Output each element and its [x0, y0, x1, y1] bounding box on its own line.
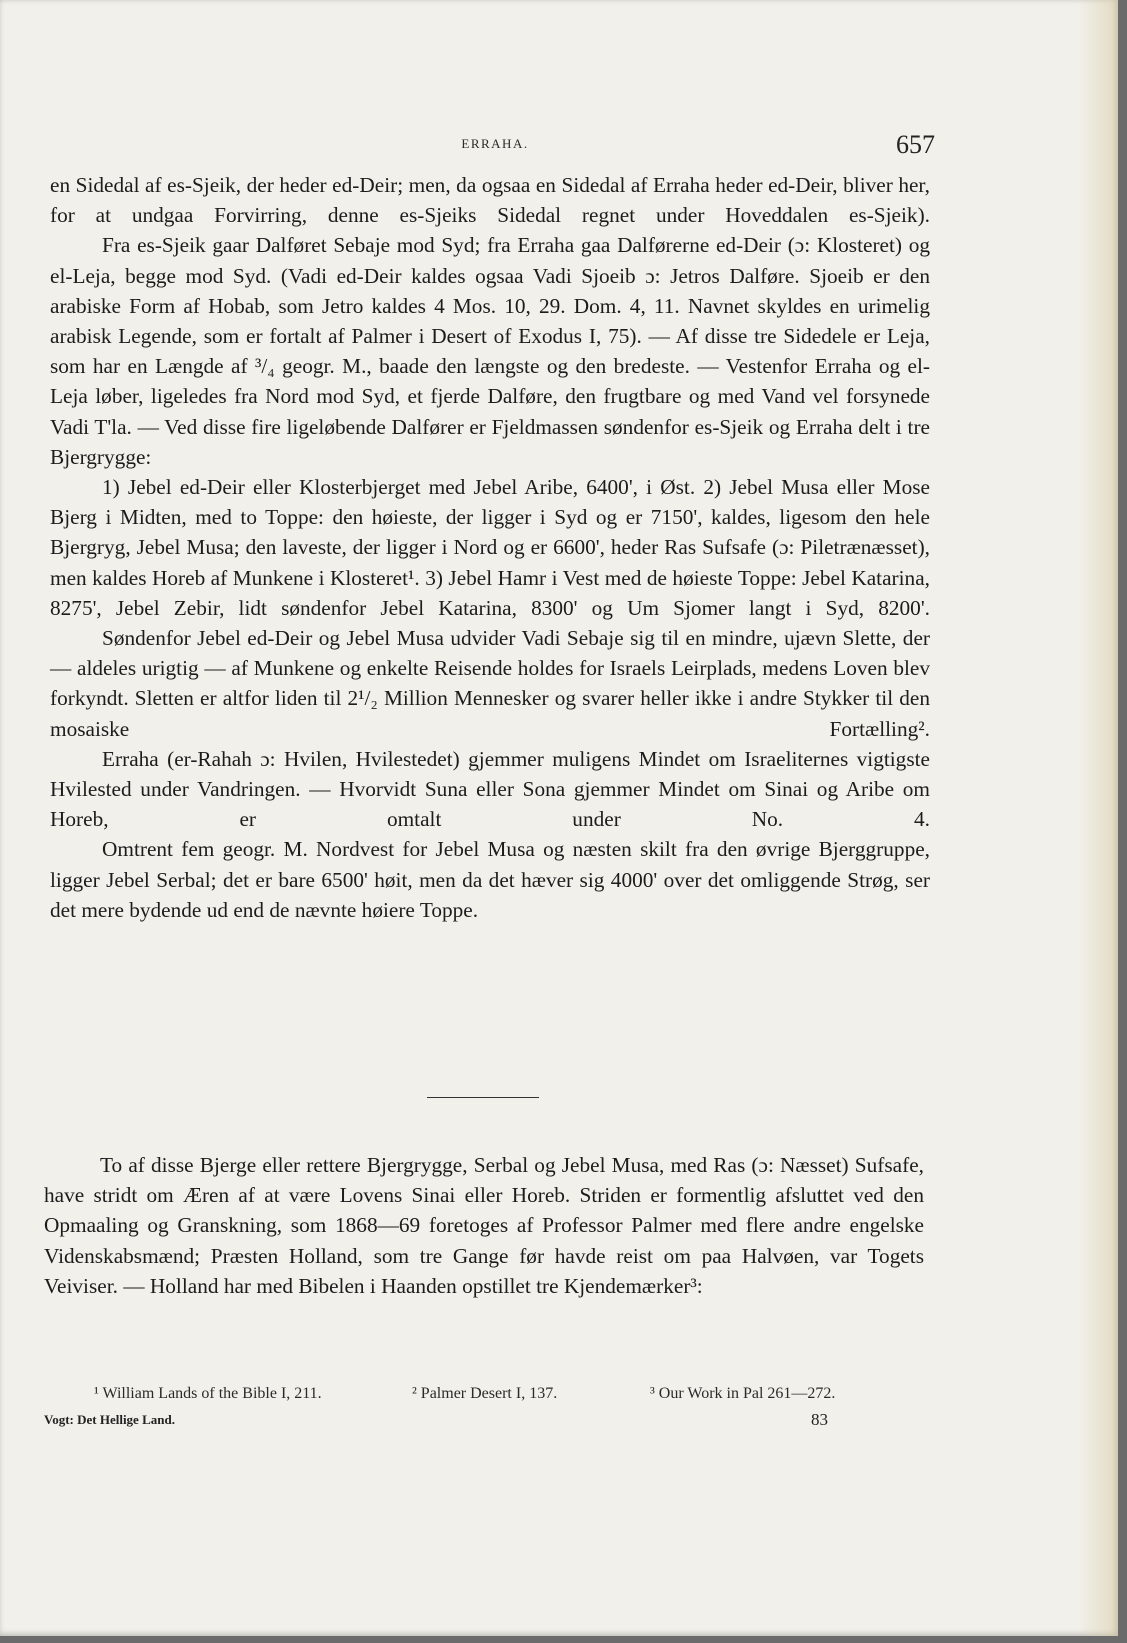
page-header [55, 130, 935, 160]
paragraph-2: Fra es-Sjeik gaar Dalføret Sebaje mod Syd; fra Erraha gaa Dalførerne ed-Deir (ɔ: Klosteret) og el-Leja, begge mod Syd. (Vadi ed-Deir kaldes ogsaa Vadi Sjoeib ɔ: Jetros Dalføre. Sjoeib er den arabiske Form af Hobab, som Jetro kaldes 4 Mos. 10, 29. Dom. 4, 11. Navnet skyldes en urimelig arabisk Legende, som er fortalt af Palmer i Desert of Exodus I, 75). — Af disse tre Sidedele er Leja, som har en Længde af ³/₄ geogr. M., baade den længste og den bredeste. — Vestenfor Erraha og el-Leja løber, ligeledes fra Nord mod Syd, et fjerde Dalføre, den frugtbare og med Vand vel forsynede Vadi T'la. — Ved disse fire ligeløbende Dalfører er Fjeldmassen søndenfor es-Sjeik og Erraha delt i tre Bjergrygge: [50, 233, 930, 469]
footnote-1: ¹ William Lands of the Bible I, 211. [94, 1385, 322, 1402]
paragraph-3: 1) Jebel ed-Deir eller Klosterbjerget med Jebel Aribe, 6400', i Øst. 2) Jebel Musa eller Mose Bjerg i Midten, med to Toppe: den høieste, der ligger i Syd og er 7150', kaldes, ligesom den hele Bjergryg, Jebel Musa; den laveste, der ligger i Nord og er 6600', heder Ras Sufsafe (ɔ: Piletrænæsset), men kaldes Horeb af Munkene i Klosteret¹. 3) Jebel Hamr i Vest med de høieste Toppe: Jebel Katarina, 8275', Jebel Zebir, lidt søndenfor Jebel Katarina, 8300' og Um Sjomer langt i Syd, 8200'. [50, 475, 930, 620]
printer-signature: Vogt: Det Hellige Land. [44, 1412, 175, 1427]
paragraph-6: Omtrent fem geogr. M. Nordvest for Jebel Musa og næsten skilt fra den øvrige Bjerggruppe, ligger Jebel Serbal; det er bare 6500' høit, men da det hæver sig 4000' over det omliggende Strøg, ser det mere bydende ud end de nævnte høiere Toppe. [50, 837, 930, 922]
sheet-number: 83 [811, 1410, 828, 1429]
footnote-2: ² Palmer Desert I, 137. [412, 1385, 558, 1402]
page-edge-stain [1078, 0, 1118, 1636]
paragraph-4: Søndenfor Jebel ed-Deir og Jebel Musa udvider Vadi Sebaje sig til en mindre, ujævn Slette, der — aldeles urigtig — af Munkene og enkelte Reisende holdes for Israels Leirplads, medens Loven blev forkyndt. Sletten er altfor liden til 2¹/₂ Million Mennesker og svarer heller ikke i andre Stykker til den mosaiske Fortælling². [50, 626, 930, 741]
paragraph-7: To af disse Bjerge eller rettere Bjergrygge, Serbal og Jebel Musa, med Ras (ɔ: Næsset) Sufsafe, have stridt om Æren af at være Lovens Sinai eller Horeb. Striden er formentlig afsluttet ved den Opmaaling og Granskning, som 1868—69 foretoges af Professor Palmer med flere andre engelske Videnskabsmænd; Præsten Holland, som tre Gange før havde reist om paa Halvøen, var Togets Veiviser. — Holland har med Bibelen i Haanden opstillet tre Kjendemærker³: [44, 1153, 924, 1298]
section-divider [427, 1097, 539, 1098]
main-text [50, 170, 930, 925]
paragraph-5: Erraha (er-Rahah ɔ: Hvilen, Hvilestedet) gjemmer muligens Mindet om Israeliternes vigtigste Hvilested under Vandringen. — Hvorvidt Suna eller Sona gjemmer Mindet om Sinai og Aribe om Horeb, er omtalt under No. 4. [50, 746, 930, 832]
page-number: 657 [896, 130, 935, 159]
paragraph-1: en Sidedal af es-Sjeik, der heder ed-Deir; men, da ogsaa en Sidedal af Erraha heder ed-Deir, bliver her, for at undgaa Forvirring, denne es-Sjeiks Sidedal regnet under Hoveddalen es-Sjeik). [50, 173, 930, 228]
running-head: ERRAHA. [461, 136, 529, 151]
footnote-3: ³ Our Work in Pal 261—272. [650, 1385, 836, 1402]
second-section [44, 1150, 924, 1301]
